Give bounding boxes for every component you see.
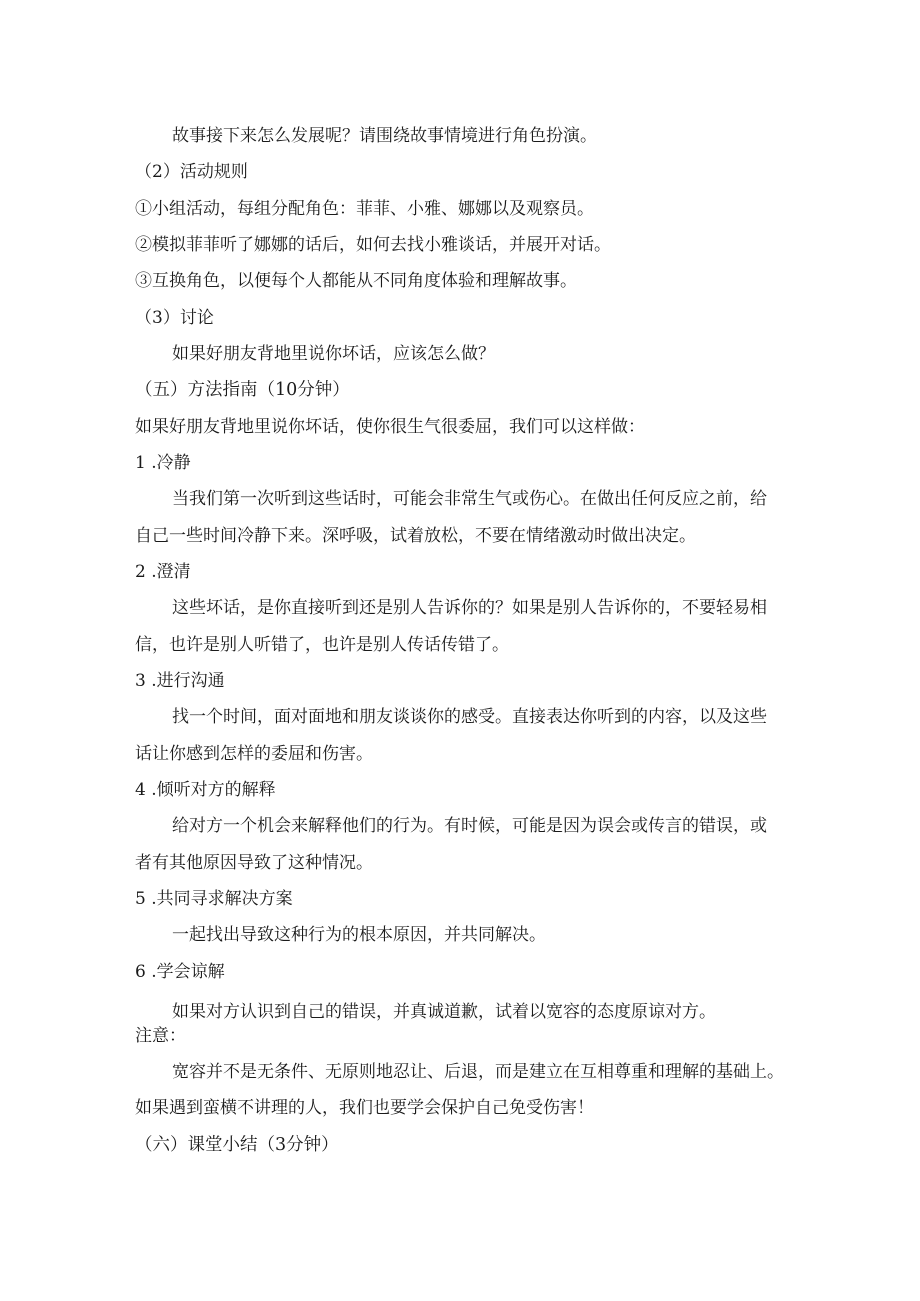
step-1-heading: 1 .冷静 [135, 453, 191, 473]
section-method-guide-heading: （五）方法指南（10分钟） [135, 380, 350, 400]
step-4-text-line-2: 者有其他原因导致了这种情况。 [135, 853, 373, 873]
discussion-question: 如果好朋友背地里说你坏话，应该怎么做？ [172, 344, 495, 364]
step-5-text: 一起找出导致这种行为的根本原因，并共同解决。 [172, 925, 546, 945]
rule-item-3: ③互换角色，以便每个人都能从不同角度体验和理解故事。 [135, 271, 577, 291]
activity-rules-heading: （2）活动规则 [135, 162, 248, 182]
step-3-text-line-2: 话让你感到怎样的委屈和伤害。 [135, 744, 373, 764]
step-6-text: 如果对方认识到自己的错误，并真诚道歉，试着以宽容的态度原谅对方。 [172, 1002, 716, 1022]
note-text-line-1: 宽容并不是无条件、无原则地忍让、后退，而是建立在互相尊重和理解的基础上。 [172, 1062, 784, 1082]
step-6-heading: 6 .学会谅解 [135, 962, 225, 982]
step-4-heading: 4 .倾听对方的解释 [135, 780, 276, 800]
note-label: 注意： [135, 1026, 186, 1046]
step-1-text-line-2: 自己一些时间冷静下来。深呼吸，试着放松，不要在情绪激动时做出决定。 [135, 526, 696, 546]
method-intro: 如果好朋友背地里说你坏话，使你很生气很委屈，我们可以这样做： [135, 417, 645, 437]
story-roleplay-intro: 故事接下来怎么发展呢？请围绕故事情境进行角色扮演。 [172, 126, 597, 146]
step-2-heading: 2 .澄清 [135, 562, 191, 582]
rule-item-1: ①小组活动，每组分配角色：菲菲、小雅、娜娜以及观察员。 [135, 199, 594, 219]
step-2-text-line-1: 这些坏话，是你直接听到还是别人告诉你的？如果是别人告诉你的，不要轻易相 [172, 598, 767, 618]
note-text-line-2: 如果遇到蛮横不讲理的人，我们也要学会保护自己免受伤害！ [135, 1098, 594, 1118]
rule-item-2: ②模拟菲菲听了娜娜的话后，如何去找小雅谈话，并展开对话。 [135, 235, 611, 255]
discussion-heading: （3）讨论 [135, 308, 214, 328]
step-5-heading: 5 .共同寻求解决方案 [135, 889, 293, 909]
step-1-text-line-1: 当我们第一次听到这些话时，可能会非常生气或伤心。在做出任何反应之前，给 [172, 489, 767, 509]
step-2-text-line-2: 信，也许是别人听错了，也许是别人传话传错了。 [135, 635, 509, 655]
step-3-heading: 3 .进行沟通 [135, 671, 225, 691]
step-4-text-line-1: 给对方一个机会来解释他们的行为。有时候，可能是因为误会或传言的错误，或 [172, 816, 767, 836]
step-3-text-line-1: 找一个时间，面对面地和朋友谈谈你的感受。直接表达你听到的内容，以及这些 [172, 707, 767, 727]
section-class-summary-heading: （六）课堂小结（3分钟） [135, 1135, 339, 1155]
